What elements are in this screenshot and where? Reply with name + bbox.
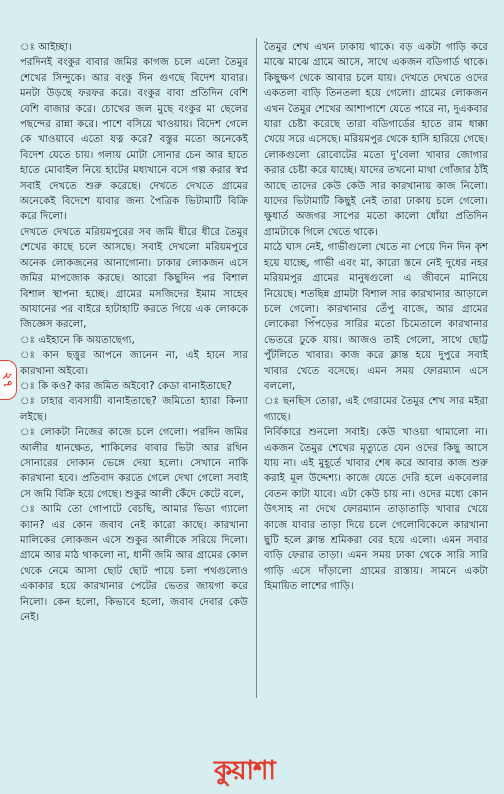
paragraph: ঃ কি কও? কার জমিত অইবো? কেডা বানাইতাছে?	[20, 380, 232, 392]
paragraph: ঃ ছনছিস তোরা, এই গেরামের তৈমুর শেখ সার মইরা গ্যাছে।	[264, 396, 488, 423]
page-number: ২৭	[1, 372, 15, 388]
magazine-logo: কুয়াশা	[214, 756, 275, 786]
paragraph: তৈমুর শেখ এখন ঢাকায় থাকে। বড় একটা গাড়ি করে মাঝে মাঝে গ্রামে আসে, সাথে একজন বডিগার্ড থাকে। কিছুক্ষণ থেকে আবার চলে যায়। দেখতে দেখতে ওদের একতলা বাড়ি তিনতলা হয়ে গেলো। গ্রামের লোকজন এখন তৈমুর শেখের আশাপাশে যেতে পারে না, দুএকবার যারা চেষ্টা করেছে তারা বডিগার্ডের হাতে রাম ধাক্কা খেয়ে সরে এসেছে। মরিয়মপুর থেকে হাসি হারিয়ে গেছে। লোকগুলো রোবোটের মতো দু'বেলা খাবার জোগার করার চেষ্টা করে যাচ্ছে। যাদের তখনো মাথা গোঁজার ঠাঁই আছে তাদের কেউ কেউ সার কারখানায় কাজ নিলো। যাদের ভিটামাটি কিছুই নেই তারা ঢাকায় চলে গেলো। ক্ষুধার্ত অজগর সাপের মতো কালো ধোঁয়া প্রতিদিন গ্রামটাকে গিলে খেতে থাকে।	[264, 42, 488, 238]
right-text-column	[264, 40, 488, 595]
paragraph: মাঠে ঘাস নেই, গাভীগুলো খেতে না পেয়ে দিন দিন কৃশ হয়ে যাচ্ছে, গাভী এবং মা, কারো স্তনে নেই দুধের নহর মরিয়মপুর গ্রামের মানুষগুলো এ জীবনে মানিয়ে নিয়েছে। শতছিন্ন গ্রামটা বিশাল সার কারখানার আড়ালে চলে গেলো। কারখানার তেঁপু বাজে, আর গ্রামের লোকেরা পিঁপড়ের সারির মতো চিমেতালে কারখানার ভেতরে ঢুকে যায়। আজও তাই গেলো, সাথে ছোট্ট পুঁটলিতে খাবার। কাজ করে ক্লান্ত হয়ে দুপুরে সবাই খাবার খেতে বসেছে। এমন সময় ফোরম্যান এসে বললো,	[264, 242, 488, 392]
left-text-column	[20, 40, 248, 625]
paragraph: ঃ ঢাহার ব্যবসায়ী বানাইতাছে? জমিতো হ্যারা কিন্যা লইছে।	[20, 396, 248, 423]
paragraph: ঃ আইচ্ছা।	[20, 42, 72, 53]
paragraph: নির্বিকারে শুনলো সবাই। কেউ খাওয়া থামালো না। একজন তৈমুর শেখের মৃত্যুতে যেন ওদের কিছু আসে যায় না। এই মুহূর্তে খাবার শেষ করে আবার কাজ শুরু করাই মূল উদ্দেশ্য। কাজে যেতে দেরি হলে একবেলার বেতন কাটা যাবে। এটা কেউ চায় না। ওদের মধ্যে কোন উৎসাহ না দেখে ফোরম্যান তাড়াতাড়ি খাবার খেয়ে কাজে যাবার তাড়া দিয়ে চলে গেলোবিকেলে কারখানা ছুটি হলে ক্লান্ত শ্রমিকরা বের হয়ে এলো। এমন সবার বাড়ি ফেরার তাড়া। এমন সময় ঢাকা থেকে সারি সারি গাড়ি এসে দাঁড়ালো গ্রামের রাস্তায়। সামনে একটা হিমায়িত লাশের গাড়ি।	[264, 427, 488, 593]
paragraph: ঃ লোকটা নিজের কাজে চলে গেলো। পরদিন জমির আলীর ধানক্ষেত, শাকিলের বাবার ভিটা আর রথিন সোনারের দোকান ভেঙ্গে দেয়া হলো। সেখানে নাকি কারখানা হবে। প্রতিবাদ করতে গেলে দেখা গেলো সবাই সে জমি বিক্রি হয়ে গেছে। শুকুর আলী কেঁদে কেটে বলে,	[20, 427, 248, 500]
paragraph: ঃ আমি তো গোপাটে বেচছি, আমার ভিডা গ্যালো ক্যান? এর কোন জবাব নেই কারো কাছে। কারখানা মালিকের লোকজন এসে শুকুর আলীকে সরিয়ে দিলো। গ্রামে আর মাঠ থাকলো না, ধানী জমি আর গ্রামের কোল থেকে নেমে আসা ছোট ছোট পায়ে চলা পথগুলোও একাকার হয়ে কারখানার পেটের ভেতর জায়গা করে নিলো। কেন হলো, কিভাবে হলো, জবাব দেবার কেউ নেই।	[20, 504, 248, 624]
page-number-tab	[0, 360, 17, 400]
column-divider	[256, 38, 257, 698]
paragraph: ঃ কান ছত্তুর আপনে জানেন না, এই হানে সার কারখানা অইবো।	[20, 350, 248, 377]
paragraph: দেখতে দেখতে মরিয়মপুরের সব জমি ধীরে ধীরে তৈমুর শেখের কাছে চলে আসছে। সবাই দেখলো মরিয়মপুরে অনেক লোকজনের আনাগোনা। ঢাকার লোকজন এসে জমির মাপজোক করছে। আরো কিছুদিন পর বিশাল বিশাল স্থাপনা হচ্ছে। গ্রামের মসজিদের ইমাম সাহেব আযানের পর বাইরে হাটাহাটি করতে গিয়ে এক লোককে জিজ্ঞেস করলো,	[20, 226, 248, 331]
paragraph: পরদিনই বংকুর বাবার জমির কাগজ চলে এলো তৈমুর শেখের সিন্দুকে। আর বংকু দিন গুণছে বিদেশ যাবার। মনটা উড়ছে ফরফর করে। বংকুর বাবা প্রতিদিন বেশি বেশি বাজার করে। চোখের জল মুছে বংকুর মা ছেলের পছন্দের রান্না করে। পাশে বসিয়ে খাওয়ায়। বিদেশ গেলে কে খাওয়াবে এতো যত্ন করে? বস্তুর মতো অনেকেই বিদেশ যেতে চায়। গলায় মোটা সোনার চেন আর হাতে হাতে মোবাইল নিয়ে হাটের মধ্যখানে বসে গল্প করার স্বপ্ন সবাই দেখতে শুরু করেছে। দেখতে দেখতে গ্রামের অনেকেই বিদেশে যাবার জন্য পৈত্রিক ভিটামাটি বিক্রি করে দিলো।	[20, 57, 248, 223]
paragraph: ঃ এইহানে কি অয়তাছেগ্য,	[20, 334, 135, 346]
